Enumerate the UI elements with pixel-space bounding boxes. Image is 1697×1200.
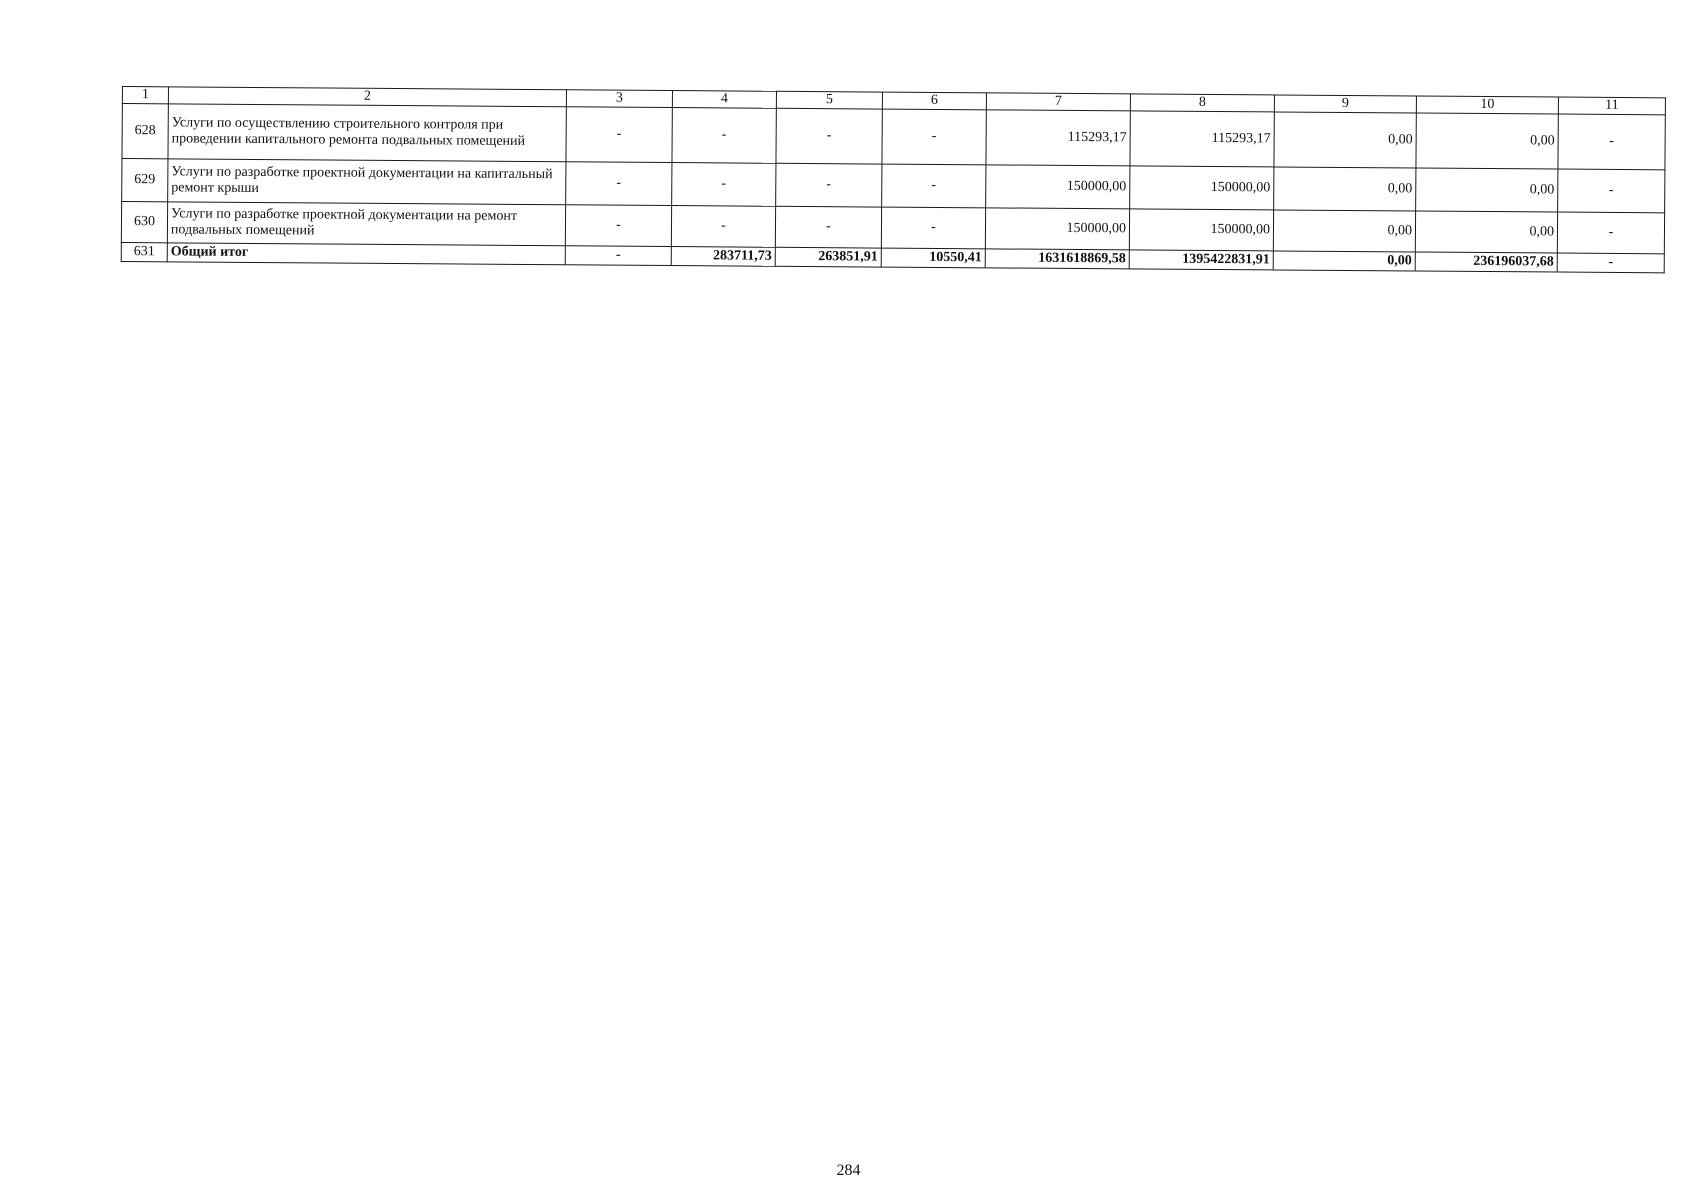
cell-col-9: 0,00 (1274, 167, 1416, 211)
cell-col-3: - (566, 162, 672, 206)
cell-col-5: - (776, 108, 882, 164)
total-col-11: - (1557, 253, 1664, 273)
page-number: 284 (836, 1162, 861, 1179)
row-number: 628 (122, 104, 168, 159)
row-number: 630 (121, 202, 167, 243)
total-col-6: 10550,41 (881, 248, 985, 268)
total-col-4: 283711,73 (671, 247, 775, 267)
cell-col-9: 0,00 (1273, 210, 1415, 252)
total-col-7: 1631618869,58 (985, 249, 1129, 269)
column-header-3: 3 (566, 90, 672, 108)
cell-col-9: 0,00 (1274, 112, 1416, 168)
cell-col-8: 150000,00 (1129, 209, 1273, 251)
cell-col-8: 150000,00 (1130, 166, 1274, 210)
column-header-7: 7 (986, 93, 1130, 111)
cell-col-11: - (1558, 169, 1665, 213)
row-number: 631 (121, 242, 167, 261)
cell-col-11: - (1558, 114, 1665, 170)
cell-col-10: 0,00 (1416, 113, 1558, 169)
column-header-6: 6 (882, 92, 986, 110)
column-header-2: 2 (168, 87, 566, 107)
cell-col-10: 0,00 (1416, 168, 1558, 212)
total-col-9: 0,00 (1273, 251, 1415, 271)
column-header-5: 5 (776, 91, 882, 109)
cell-col-8: 115293,17 (1130, 111, 1274, 167)
total-col-5: 263851,91 (775, 247, 881, 267)
row-name: Услуги по разработке проектной документации на капитальный ремонт крыши (168, 159, 566, 205)
cell-col-3: - (566, 107, 672, 163)
cell-col-3: - (565, 205, 671, 247)
cell-col-5: - (775, 206, 881, 248)
column-header-10: 10 (1416, 96, 1558, 114)
total-col-10: 236196037,68 (1415, 252, 1557, 272)
total-col-8: 1395422831,91 (1129, 250, 1273, 270)
cell-col-4: - (671, 206, 775, 248)
column-header-1: 1 (122, 87, 168, 104)
column-header-4: 4 (672, 91, 776, 109)
report-table (121, 86, 1666, 273)
row-name: Услуги по осуществлению строительного контроля при проведении капитального ремонта подвальных помещений (168, 104, 566, 162)
total-col-3: - (565, 246, 671, 266)
total-label: Общий итог (167, 243, 565, 265)
column-header-8: 8 (1130, 94, 1274, 112)
cell-col-4: - (672, 163, 776, 207)
cell-col-5: - (776, 163, 882, 207)
column-header-9: 9 (1274, 95, 1416, 113)
cell-col-7: 150000,00 (985, 208, 1129, 250)
cell-col-10: 0,00 (1415, 211, 1557, 253)
row-name: Услуги по разработке проектной документации на ремонт подвальных помещений (167, 202, 565, 246)
cell-col-11: - (1557, 212, 1664, 254)
row-number: 629 (122, 159, 168, 202)
cell-col-7: 150000,00 (986, 165, 1130, 209)
cell-col-6: - (882, 164, 986, 208)
cell-col-7: 115293,17 (986, 110, 1130, 166)
cell-col-6: - (882, 109, 986, 165)
cell-col-4: - (672, 108, 776, 164)
column-header-11: 11 (1558, 97, 1665, 115)
cell-col-6: - (881, 207, 985, 249)
